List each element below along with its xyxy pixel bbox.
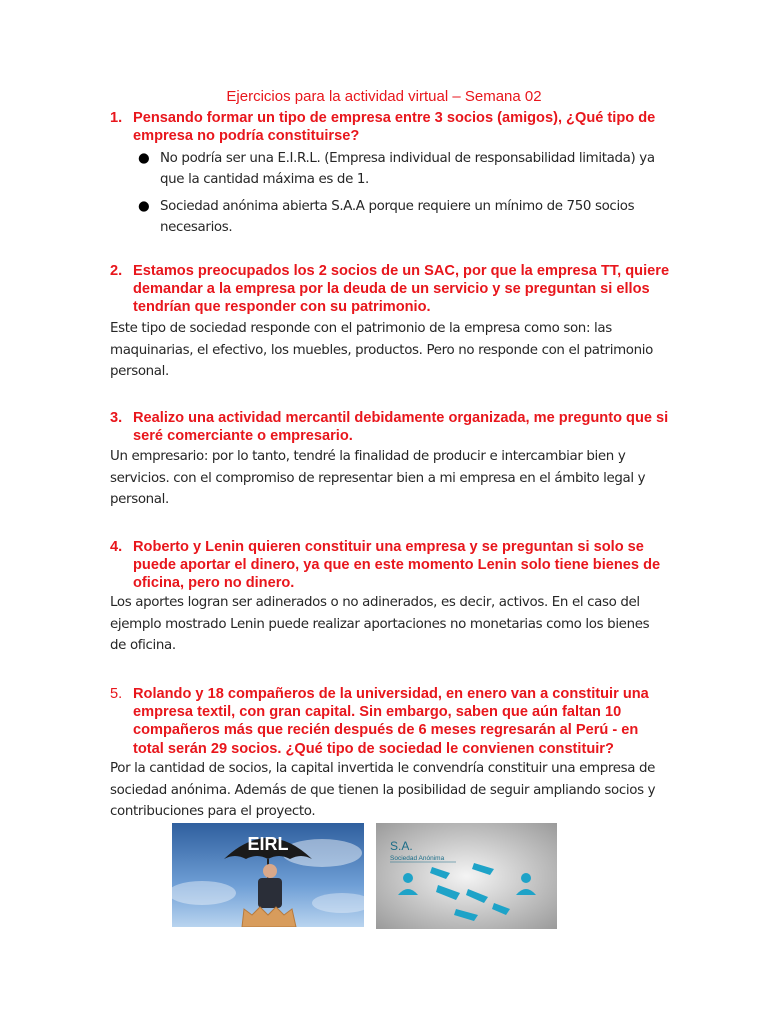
- question-text: Rolando y 18 compañeros de la universidad, en enero van a constituir una empresa textil, con gran capital. Sin embargo, saben que aún faltan 10 compañeros más que recién después de 6 meses regresarán al Perú - en total serán 29 socios. ¿Qué tipo de sociedad le convienen constituir?: [133, 686, 649, 757]
- answer-5: Por la cantidad de socios, la capital invertida le convendría constituir una empresa de sociedad anónima. Además de que tienen la posibilidad de seguir ampliando socios y contribuciones para el proyecto.: [110, 761, 656, 819]
- sa-title: S.A.: [390, 839, 413, 853]
- question-5: [110, 685, 670, 758]
- question-number: 4.: [110, 539, 123, 555]
- question-number: 5.: [110, 686, 123, 702]
- bullet-text: No podría ser una E.I.R.L. (Empresa individual de responsabilidad limitada) ya que la cantidad máxima es de 1.: [160, 151, 655, 187]
- answer-1-bullets: [138, 148, 658, 244]
- question-text: Estamos preocupados los 2 socios de un SAC, por que la empresa TT, quiere demandar a la empresa por la deuda de un servicio y se preguntan si ellos tendrían que responder con su patrimonio.: [133, 263, 670, 316]
- sa-illustration: [376, 823, 557, 929]
- question-text: Roberto y Lenin quieren constituir una empresa y se preguntan si solo se puede aportar el dinero, ya que en este momento Lenin solo tiene bienes de oficina, pero no dinero.: [133, 539, 661, 592]
- question-2: [110, 262, 670, 317]
- answer-4: Los aportes logran ser adinerados o no adinerados, es decir, activos. En el caso del ejemplo mostrado Lenin puede realizar aportaciones no monetarias como los bienes de oficina.: [110, 595, 650, 653]
- question-1: [110, 109, 670, 145]
- bullet-icon: ●: [138, 199, 150, 214]
- answer-3: Un empresario: por lo tanto, tendré la finalidad de producir e intercambiar bien y servicios. con el compromiso de representar bien a mi empresa en el ámbito legal y personal.: [110, 449, 646, 507]
- bullet-text: Sociedad anónima abierta S.A.A porque requiere un mínimo de 750 socios necesarios.: [160, 199, 635, 235]
- question-3: [110, 409, 670, 445]
- question-text: Realizo una actividad mercantil debidamente organizada, me pregunto que si seré comerciante o empresario.: [133, 410, 669, 445]
- list-item: [138, 196, 658, 238]
- question-text: Pensando formar un tipo de empresa entre 3 socios (amigos), ¿Qué tipo de empresa no podría constituirse?: [133, 110, 656, 145]
- question-number: 1.: [110, 110, 123, 126]
- eirl-illustration: [172, 823, 364, 927]
- sa-image: [376, 823, 557, 929]
- answer-2: Este tipo de sociedad responde con el patrimonio de la empresa como son: las maquinarias, el efectivo, los muebles, productos. Pero no responde con el patrimonio personal.: [110, 321, 653, 379]
- eirl-image: [172, 823, 364, 927]
- sa-subtitle: Sociedad Anónima: [390, 855, 445, 862]
- question-number: 2.: [110, 263, 123, 279]
- question-number: 3.: [110, 410, 123, 426]
- document-title: Ejercicios para la actividad virtual – Semana 02: [226, 88, 542, 105]
- eirl-umbrella-label: EIRL: [247, 834, 289, 854]
- bullet-icon: ●: [138, 151, 150, 166]
- list-item: [138, 148, 658, 190]
- question-4: [110, 538, 670, 593]
